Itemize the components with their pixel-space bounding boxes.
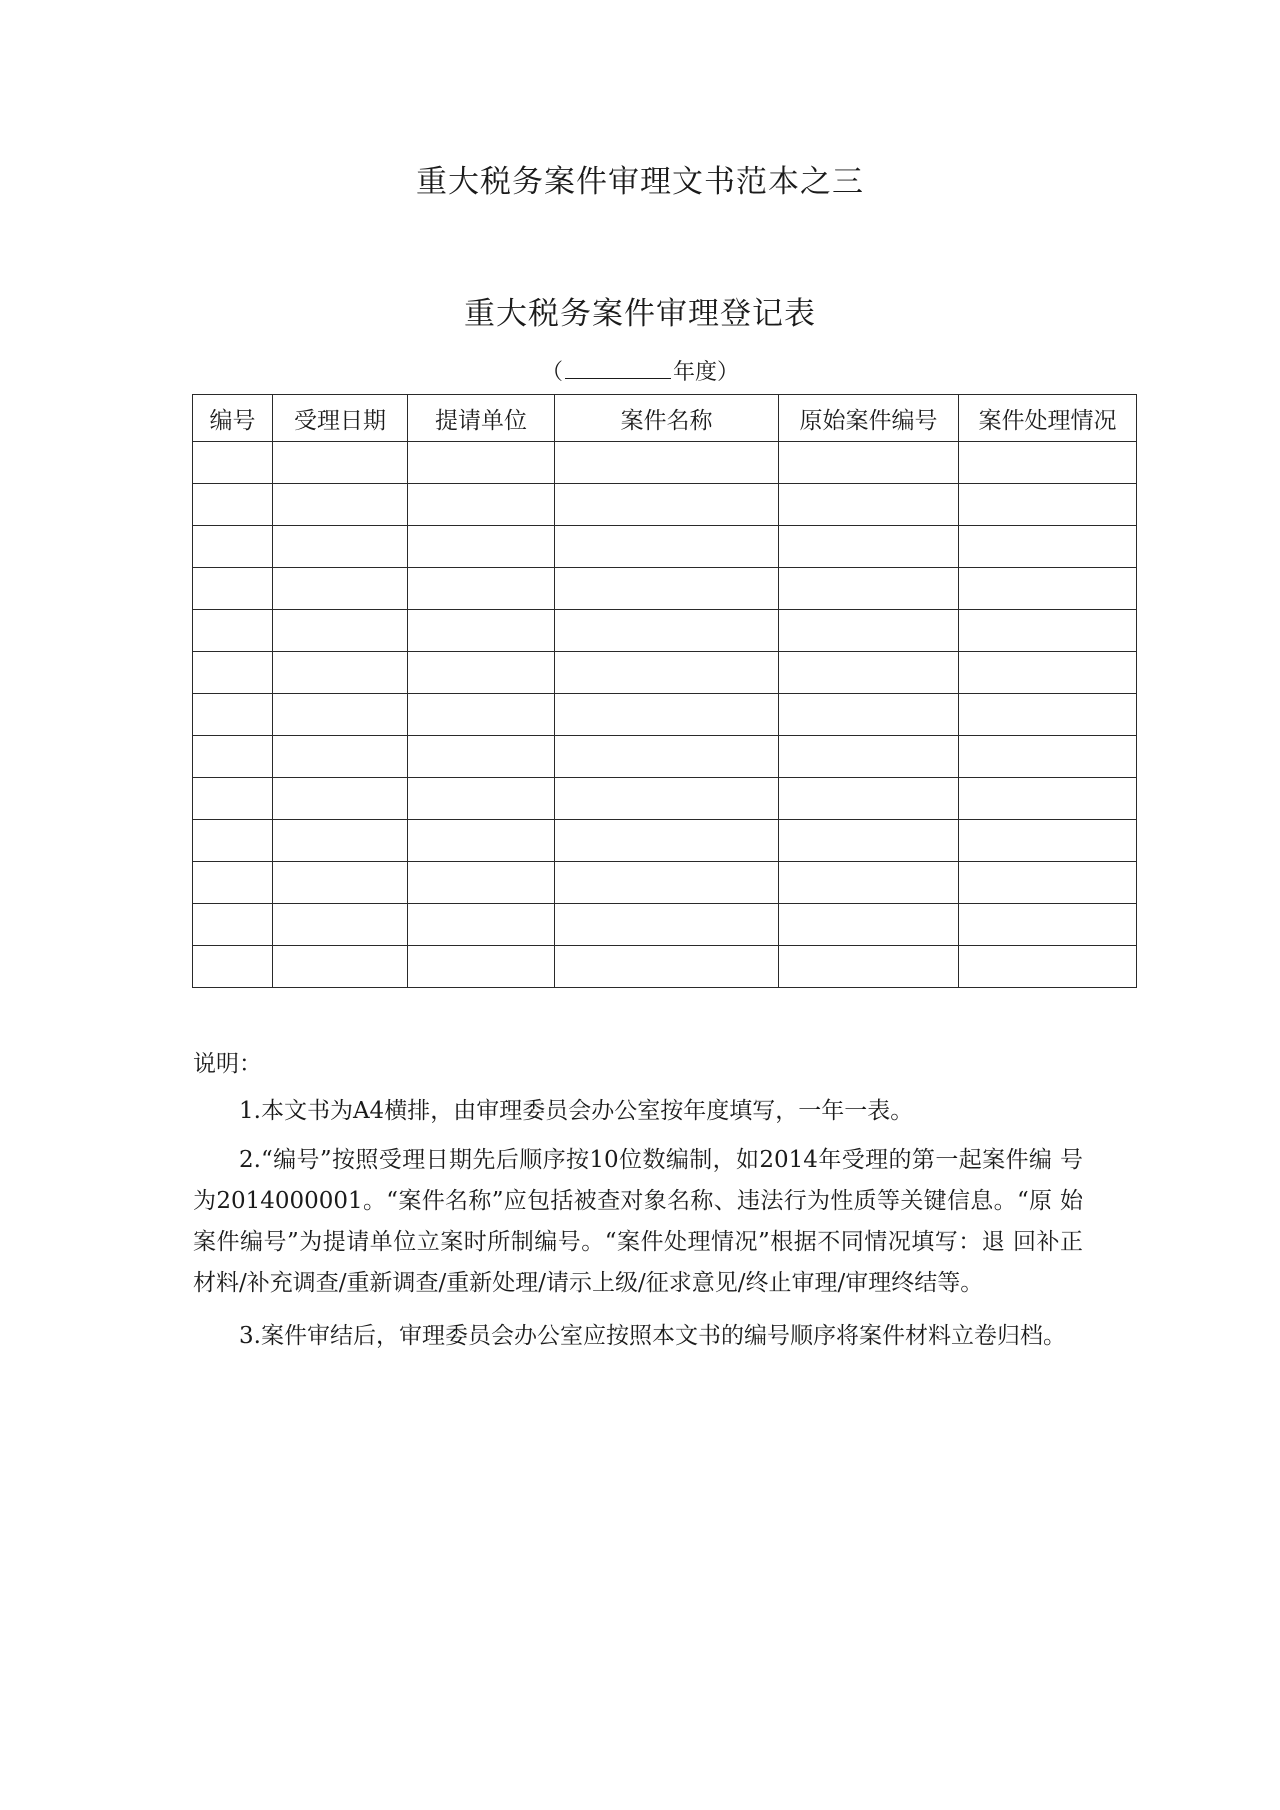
table-cell[interactable] xyxy=(408,484,555,526)
table-cell[interactable] xyxy=(555,820,779,862)
table-cell[interactable] xyxy=(555,652,779,694)
table-cell[interactable] xyxy=(779,862,959,904)
table-cell[interactable] xyxy=(408,568,555,610)
table-row xyxy=(193,862,1137,904)
header-serial-number: 编号 xyxy=(193,395,273,442)
table-cell[interactable] xyxy=(408,442,555,484)
table-cell[interactable] xyxy=(959,442,1137,484)
table-cell[interactable] xyxy=(273,904,408,946)
table-cell[interactable] xyxy=(779,610,959,652)
year-open-paren: （ xyxy=(540,360,563,385)
table-cell[interactable] xyxy=(408,904,555,946)
table-row xyxy=(193,946,1137,988)
table-cell[interactable] xyxy=(273,736,408,778)
notes-section xyxy=(193,1044,1083,1357)
table-cell[interactable] xyxy=(779,778,959,820)
table-cell[interactable] xyxy=(273,862,408,904)
table-row xyxy=(193,778,1137,820)
table-cell[interactable] xyxy=(273,442,408,484)
table-cell[interactable] xyxy=(273,778,408,820)
table-row xyxy=(193,610,1137,652)
table-header-row xyxy=(193,395,1137,442)
table-cell[interactable] xyxy=(779,484,959,526)
table-cell[interactable] xyxy=(779,946,959,988)
table-cell[interactable] xyxy=(779,526,959,568)
notes-heading: 说明： xyxy=(193,1051,262,1077)
table-row xyxy=(193,694,1137,736)
table-cell[interactable] xyxy=(273,820,408,862)
table-cell[interactable] xyxy=(555,442,779,484)
table-cell[interactable] xyxy=(193,484,273,526)
table-cell[interactable] xyxy=(959,862,1137,904)
table-cell[interactable] xyxy=(959,778,1137,820)
table-cell[interactable] xyxy=(959,694,1137,736)
table-cell[interactable] xyxy=(273,652,408,694)
table-cell[interactable] xyxy=(779,904,959,946)
table-cell[interactable] xyxy=(555,904,779,946)
table-cell[interactable] xyxy=(273,610,408,652)
table-cell[interactable] xyxy=(779,652,959,694)
table-cell[interactable] xyxy=(959,526,1137,568)
table-cell[interactable] xyxy=(555,736,779,778)
table-row xyxy=(193,652,1137,694)
table-cell[interactable] xyxy=(193,442,273,484)
note-item-3: 3.案件审结后，审理委员会办公室应按照本文书的编号顺序将案件材料立卷归档。 xyxy=(239,1323,1066,1349)
table-cell[interactable] xyxy=(193,946,273,988)
table-cell[interactable] xyxy=(555,778,779,820)
table-cell[interactable] xyxy=(408,526,555,568)
table-row xyxy=(193,736,1137,778)
table-cell[interactable] xyxy=(555,694,779,736)
table-row xyxy=(193,904,1137,946)
table-cell[interactable] xyxy=(193,610,273,652)
table-cell[interactable] xyxy=(959,610,1137,652)
table-cell[interactable] xyxy=(779,568,959,610)
register-table xyxy=(192,394,1137,988)
table-cell[interactable] xyxy=(408,946,555,988)
table-cell[interactable] xyxy=(408,820,555,862)
table-cell[interactable] xyxy=(273,946,408,988)
table-cell[interactable] xyxy=(273,526,408,568)
table-cell[interactable] xyxy=(193,736,273,778)
table-cell[interactable] xyxy=(408,736,555,778)
table-cell[interactable] xyxy=(555,862,779,904)
table-cell[interactable] xyxy=(779,442,959,484)
table-cell[interactable] xyxy=(959,904,1137,946)
table-cell[interactable] xyxy=(408,652,555,694)
table-cell[interactable] xyxy=(555,484,779,526)
table-cell[interactable] xyxy=(273,484,408,526)
table-cell[interactable] xyxy=(193,526,273,568)
header-case-handling-status: 案件处理情况 xyxy=(959,395,1137,442)
header-original-case-number: 原始案件编号 xyxy=(779,395,959,442)
table-row xyxy=(193,442,1137,484)
year-blank-field[interactable] xyxy=(565,356,671,379)
table-cell[interactable] xyxy=(555,610,779,652)
table-cell[interactable] xyxy=(193,904,273,946)
note-item-1: 1.本文书为A4横排，由审理委员会办公室按年度填写，一年一表。 xyxy=(239,1098,914,1124)
year-label: 年度） xyxy=(673,360,740,385)
table-row xyxy=(193,568,1137,610)
header-acceptance-date: 受理日期 xyxy=(273,395,408,442)
table-cell[interactable] xyxy=(555,946,779,988)
table-cell[interactable] xyxy=(193,820,273,862)
table-cell[interactable] xyxy=(959,820,1137,862)
table-row xyxy=(193,484,1137,526)
form-title: 重大税务案件审理登记表 xyxy=(464,296,816,332)
table-cell[interactable] xyxy=(408,862,555,904)
table-row xyxy=(193,526,1137,568)
table-cell[interactable] xyxy=(193,568,273,610)
table-cell[interactable] xyxy=(959,484,1137,526)
table-cell[interactable] xyxy=(193,694,273,736)
table-row xyxy=(193,820,1137,862)
header-submitting-unit: 提请单位 xyxy=(408,395,555,442)
document-title: 重大税务案件审理文书范本之三 xyxy=(416,164,864,200)
table-cell[interactable] xyxy=(959,652,1137,694)
table-cell[interactable] xyxy=(408,778,555,820)
table-cell[interactable] xyxy=(779,694,959,736)
table-cell[interactable] xyxy=(273,694,408,736)
table-cell[interactable] xyxy=(555,568,779,610)
header-case-name: 案件名称 xyxy=(555,395,779,442)
table-cell[interactable] xyxy=(193,652,273,694)
table-cell[interactable] xyxy=(193,778,273,820)
table-cell[interactable] xyxy=(959,946,1137,988)
table-cell[interactable] xyxy=(408,694,555,736)
table-cell[interactable] xyxy=(959,568,1137,610)
table-cell[interactable] xyxy=(273,568,408,610)
table-cell[interactable] xyxy=(408,610,555,652)
table-cell[interactable] xyxy=(959,736,1137,778)
table-cell[interactable] xyxy=(779,736,959,778)
note-item-2: 2.“编号”按照受理日期先后顺序按10位数编制，如2014年受理的第一起案件编 号为2014000001。“案件名称”应包括被查对象名称、违法行为性质等关键信息。“原 始案件编号”为提请单位立案时所制编号。“案件处理情况”根据不同情况填写：退 回补正材料/补充调查/重新调查/重新处理/请示上级/征求意见/终止审理/审理终结等。 xyxy=(193,1147,1083,1296)
table-cell[interactable] xyxy=(193,862,273,904)
table-cell[interactable] xyxy=(555,526,779,568)
table-cell[interactable] xyxy=(779,820,959,862)
year-field-line xyxy=(0,356,1280,388)
